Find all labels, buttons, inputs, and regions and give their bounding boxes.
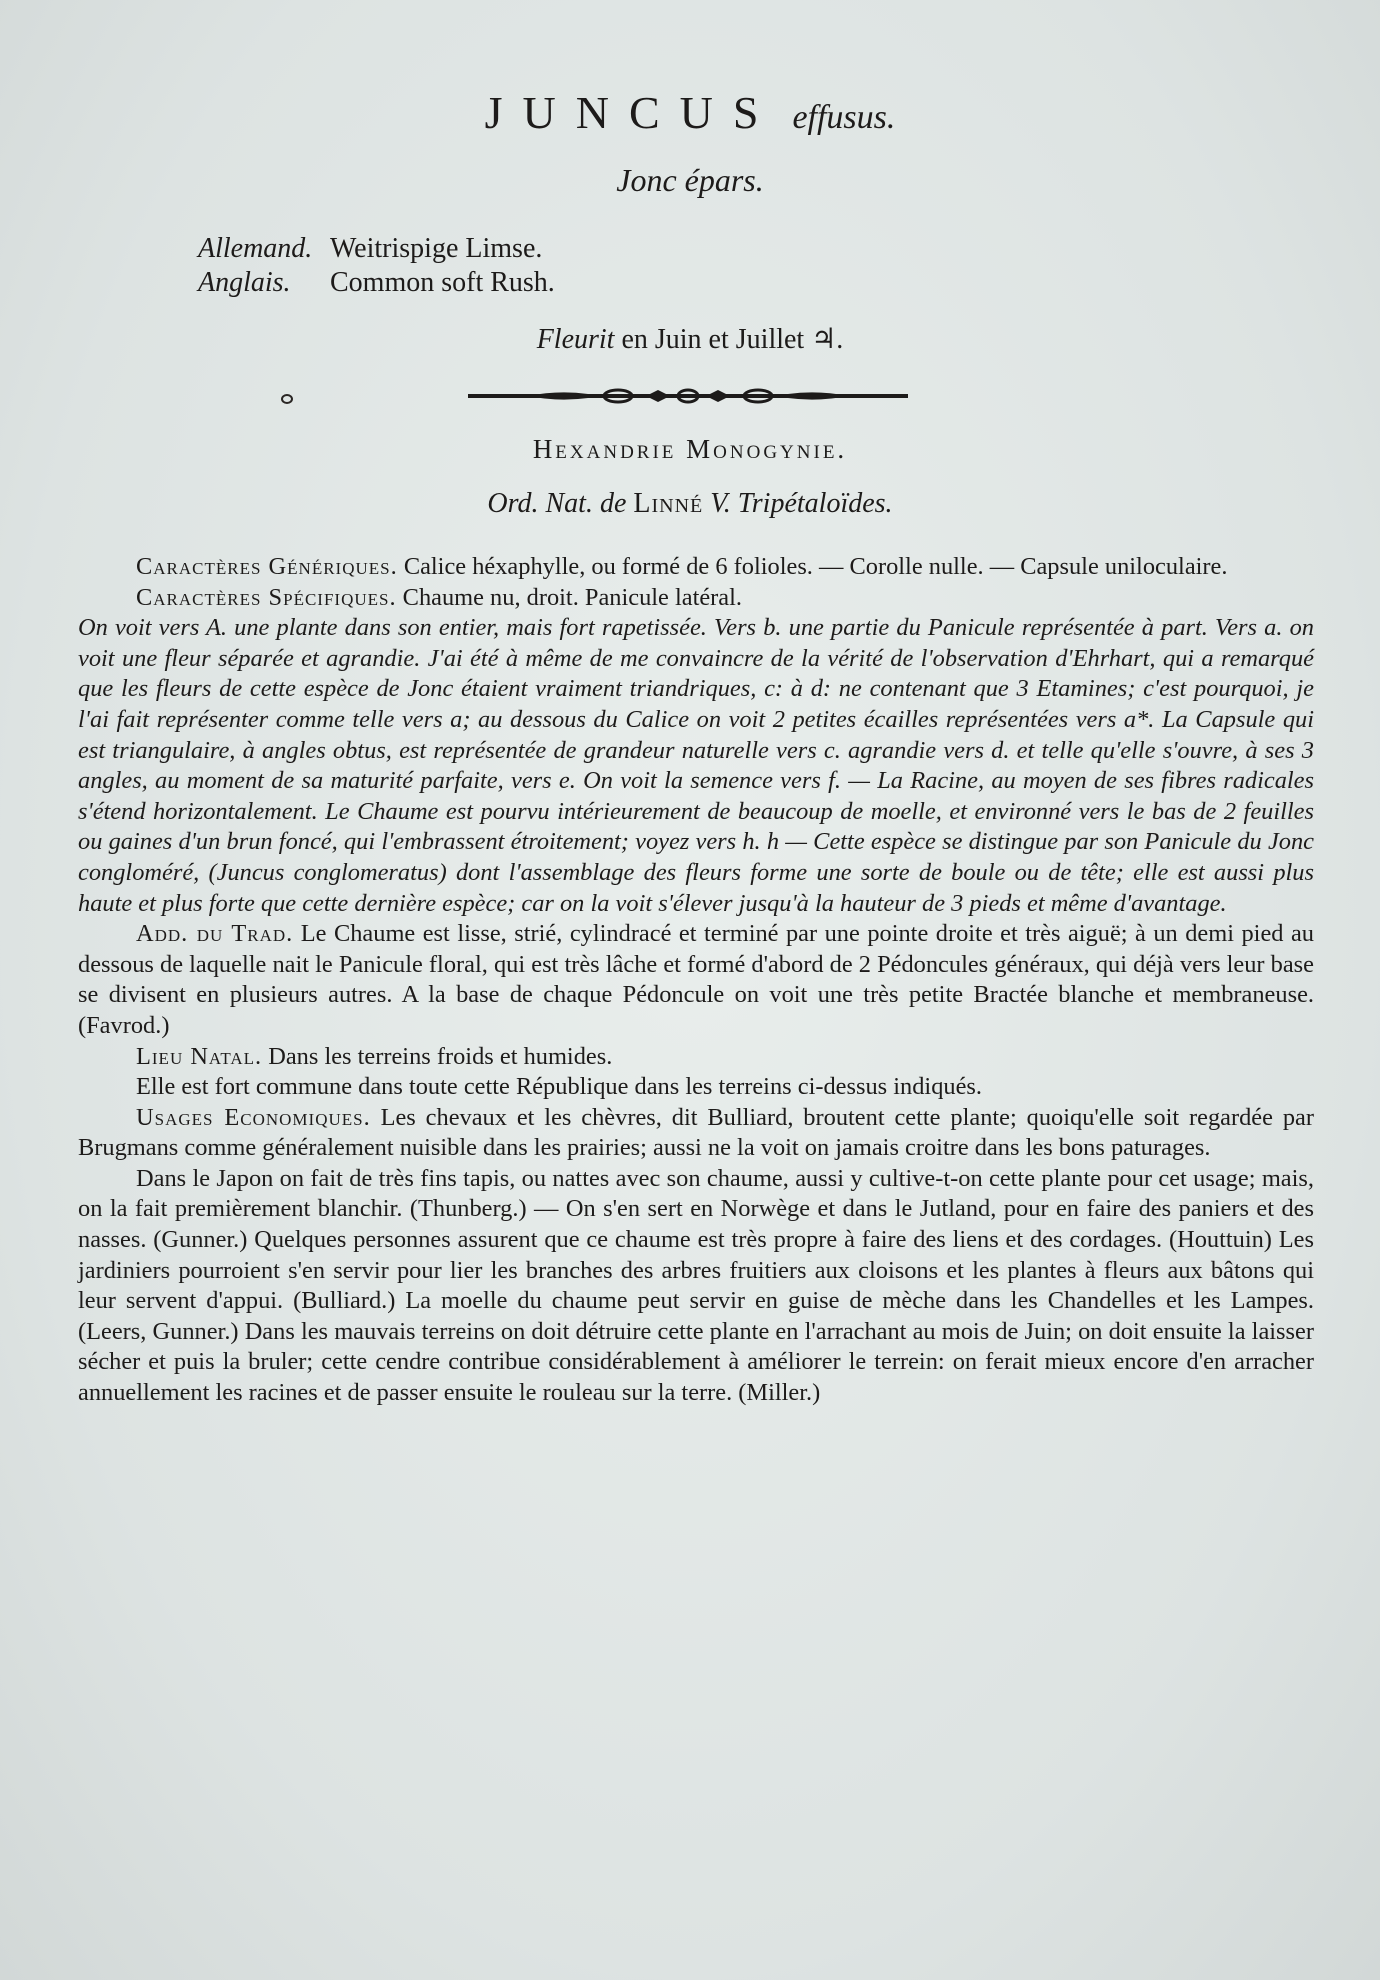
flowering-text: en Juin et Juillet ♃. <box>621 324 844 355</box>
ornament-divider <box>468 384 908 408</box>
language-label: Allemand. <box>198 233 313 264</box>
specific-characters <box>78 583 1314 614</box>
translator-label: Add. du Trad. <box>136 920 294 948</box>
economic-uses <box>78 1103 1314 1164</box>
translator-addition <box>78 919 1314 1041</box>
vernacular-row-german <box>198 232 555 266</box>
uses-text: Les chevaux et les chèvres, dit Bulliard, broutent cette plante; quoiqu'elle soit regardée par Brugmans comme généralement nuisible dans les prairies; aussi ne la voit on jamais croitre dans les bons paturages. <box>78 1103 1314 1162</box>
flowering-label: Fleurit <box>536 324 615 355</box>
body-text <box>78 552 1314 1409</box>
generic-text: Calice héxaphylle, ou formé de 6 folioles. — Corolle nulle. — Capsule uniloculaire. <box>403 553 1228 580</box>
uses-label: Usages Economiques. <box>136 1103 371 1131</box>
habitat-label: Lieu Natal. <box>136 1042 263 1070</box>
linnean-class: Hexandrie Monogynie. <box>532 434 848 464</box>
translator-text: Le Chaume est lisse, strié, cylindracé et terminé par une pointe droite et très aiguë; à un demi pied au dessous de laquelle nait le Panicule floral, qui est très lâche et formé d'abord de 2 Pédoncules généraux, qui déjà vers leur base se divisent en plusieurs autres. A la base de chaque Pédoncule on voit une très petite Bractée blanche et membraneuse. (Favrod.) <box>78 920 1314 1039</box>
generic-characters <box>78 552 1314 583</box>
language-label: Anglais. <box>198 267 291 298</box>
page-title <box>0 86 1380 139</box>
ink-mark <box>281 394 293 404</box>
plate-description: On voit vers A. une plante dans son entier, mais fort rapetissée. Vers b. une partie du Panicule représentée à part. Vers a. on voit une fleur séparée et agrandie. J'ai été à même de me convaincre de la vérité de l'observation d'Ehrhart, qui a remarqué que les fleurs de cette espèce de Jonc étaient vraiment triandriques, c: à d: ne contenant que 3 Etamines; c'est pourquoi, je l'ai fait représenter comme telle vers a; au dessous du Calice on voit 2 petites écailles représentées vers a*. La Capsule qui est triangulaire, à angles obtus, est représentée de grandeur naturelle vers c. agrandie vers d. et telle qu'elle s'ouvre, à ses 3 angles, au moment de sa maturité parfaite, vers e. On voit la semence vers f. — La Racine, au moyen de ses fibres radicales s'étend horizontalement. Le Chaume est pourvu intérieurement de beaucoup de moelle, et environné vers le bas de 2 feuilles ou gaines d'un brun foncé, qui l'embrassent étroitement; voyez vers h. h — Cette espèce se distingue par son Panicule du Jonc congloméré, (Juncus conglomeratus) dont l'assemblage des fleurs forme une sorte de boule ou de tête; elle est aussi plus haute et plus forte que cette dernière espèce; car on la voit s'élever jusqu'à la hauteur de 3 pieds et même d'avantage. <box>78 614 1314 917</box>
vernacular-row-english <box>198 266 555 300</box>
specific-label: Caractères Spécifiques. <box>136 583 397 611</box>
genus-name: JUNCUS <box>484 87 779 138</box>
order-name: V. Tripétaloïdes. <box>710 488 893 519</box>
specific-text: Chaume nu, droit. Panicule latéral. <box>402 583 743 611</box>
habitat <box>78 1042 1314 1073</box>
distribution: Elle est fort commune dans toute cette République dans les terreins ci-dessus indiqués. <box>136 1073 983 1101</box>
vernacular-names <box>198 232 555 300</box>
order-prefix: Ord. Nat. de <box>487 488 627 519</box>
uses-details: Dans le Japon on fait de très fins tapis, ou nattes avec son chaume, aussi y cultive-t-on cette plante pour cet usage; mais, on la fait premièrement blanchir. (Thunberg.) — On s'en sert en Norwège et dans le Jutland, pour en faire des paniers et des nasses. (Gunner.) Quelques personnes assurent que ce chaume est très propre à faire des liens et des cordages. (Houttuin) Les jardiniers pourroient s'en servir pour lier les branches des arbres fruitiers aux cloisons et les plantes à fleurs aux bâtons qui leur servent d'appui. (Bulliard.) La moelle du chaume peut servir en guise de mèche dans les Chandelles et les Lampes. (Leers, Gunner.) Dans les mauvais terreins on doit détruire cette plante en l'arrachant au mois de Juin; on doit ensuite la laisser sécher et puis la bruler; cette cendre contribue considérablement à améliorer le terrein: on ferait mieux encore d'en arracher annuellement les racines et de passer ensuite le rouleau sur la terre. (Miller.) <box>78 1164 1314 1407</box>
flowering-period <box>0 322 1380 356</box>
natural-order <box>0 488 1380 520</box>
vernacular-name: Common soft Rush. <box>330 267 555 298</box>
order-author: Linné <box>633 488 704 519</box>
habitat-text: Dans les terreins froids et humides. <box>268 1042 613 1070</box>
species-epithet: effusus. <box>792 99 896 136</box>
generic-label: Caractères Génériques. <box>136 553 398 580</box>
vernacular-name: Weitrispige Limse. <box>330 233 543 264</box>
common-name: Jonc épars. <box>616 162 764 198</box>
